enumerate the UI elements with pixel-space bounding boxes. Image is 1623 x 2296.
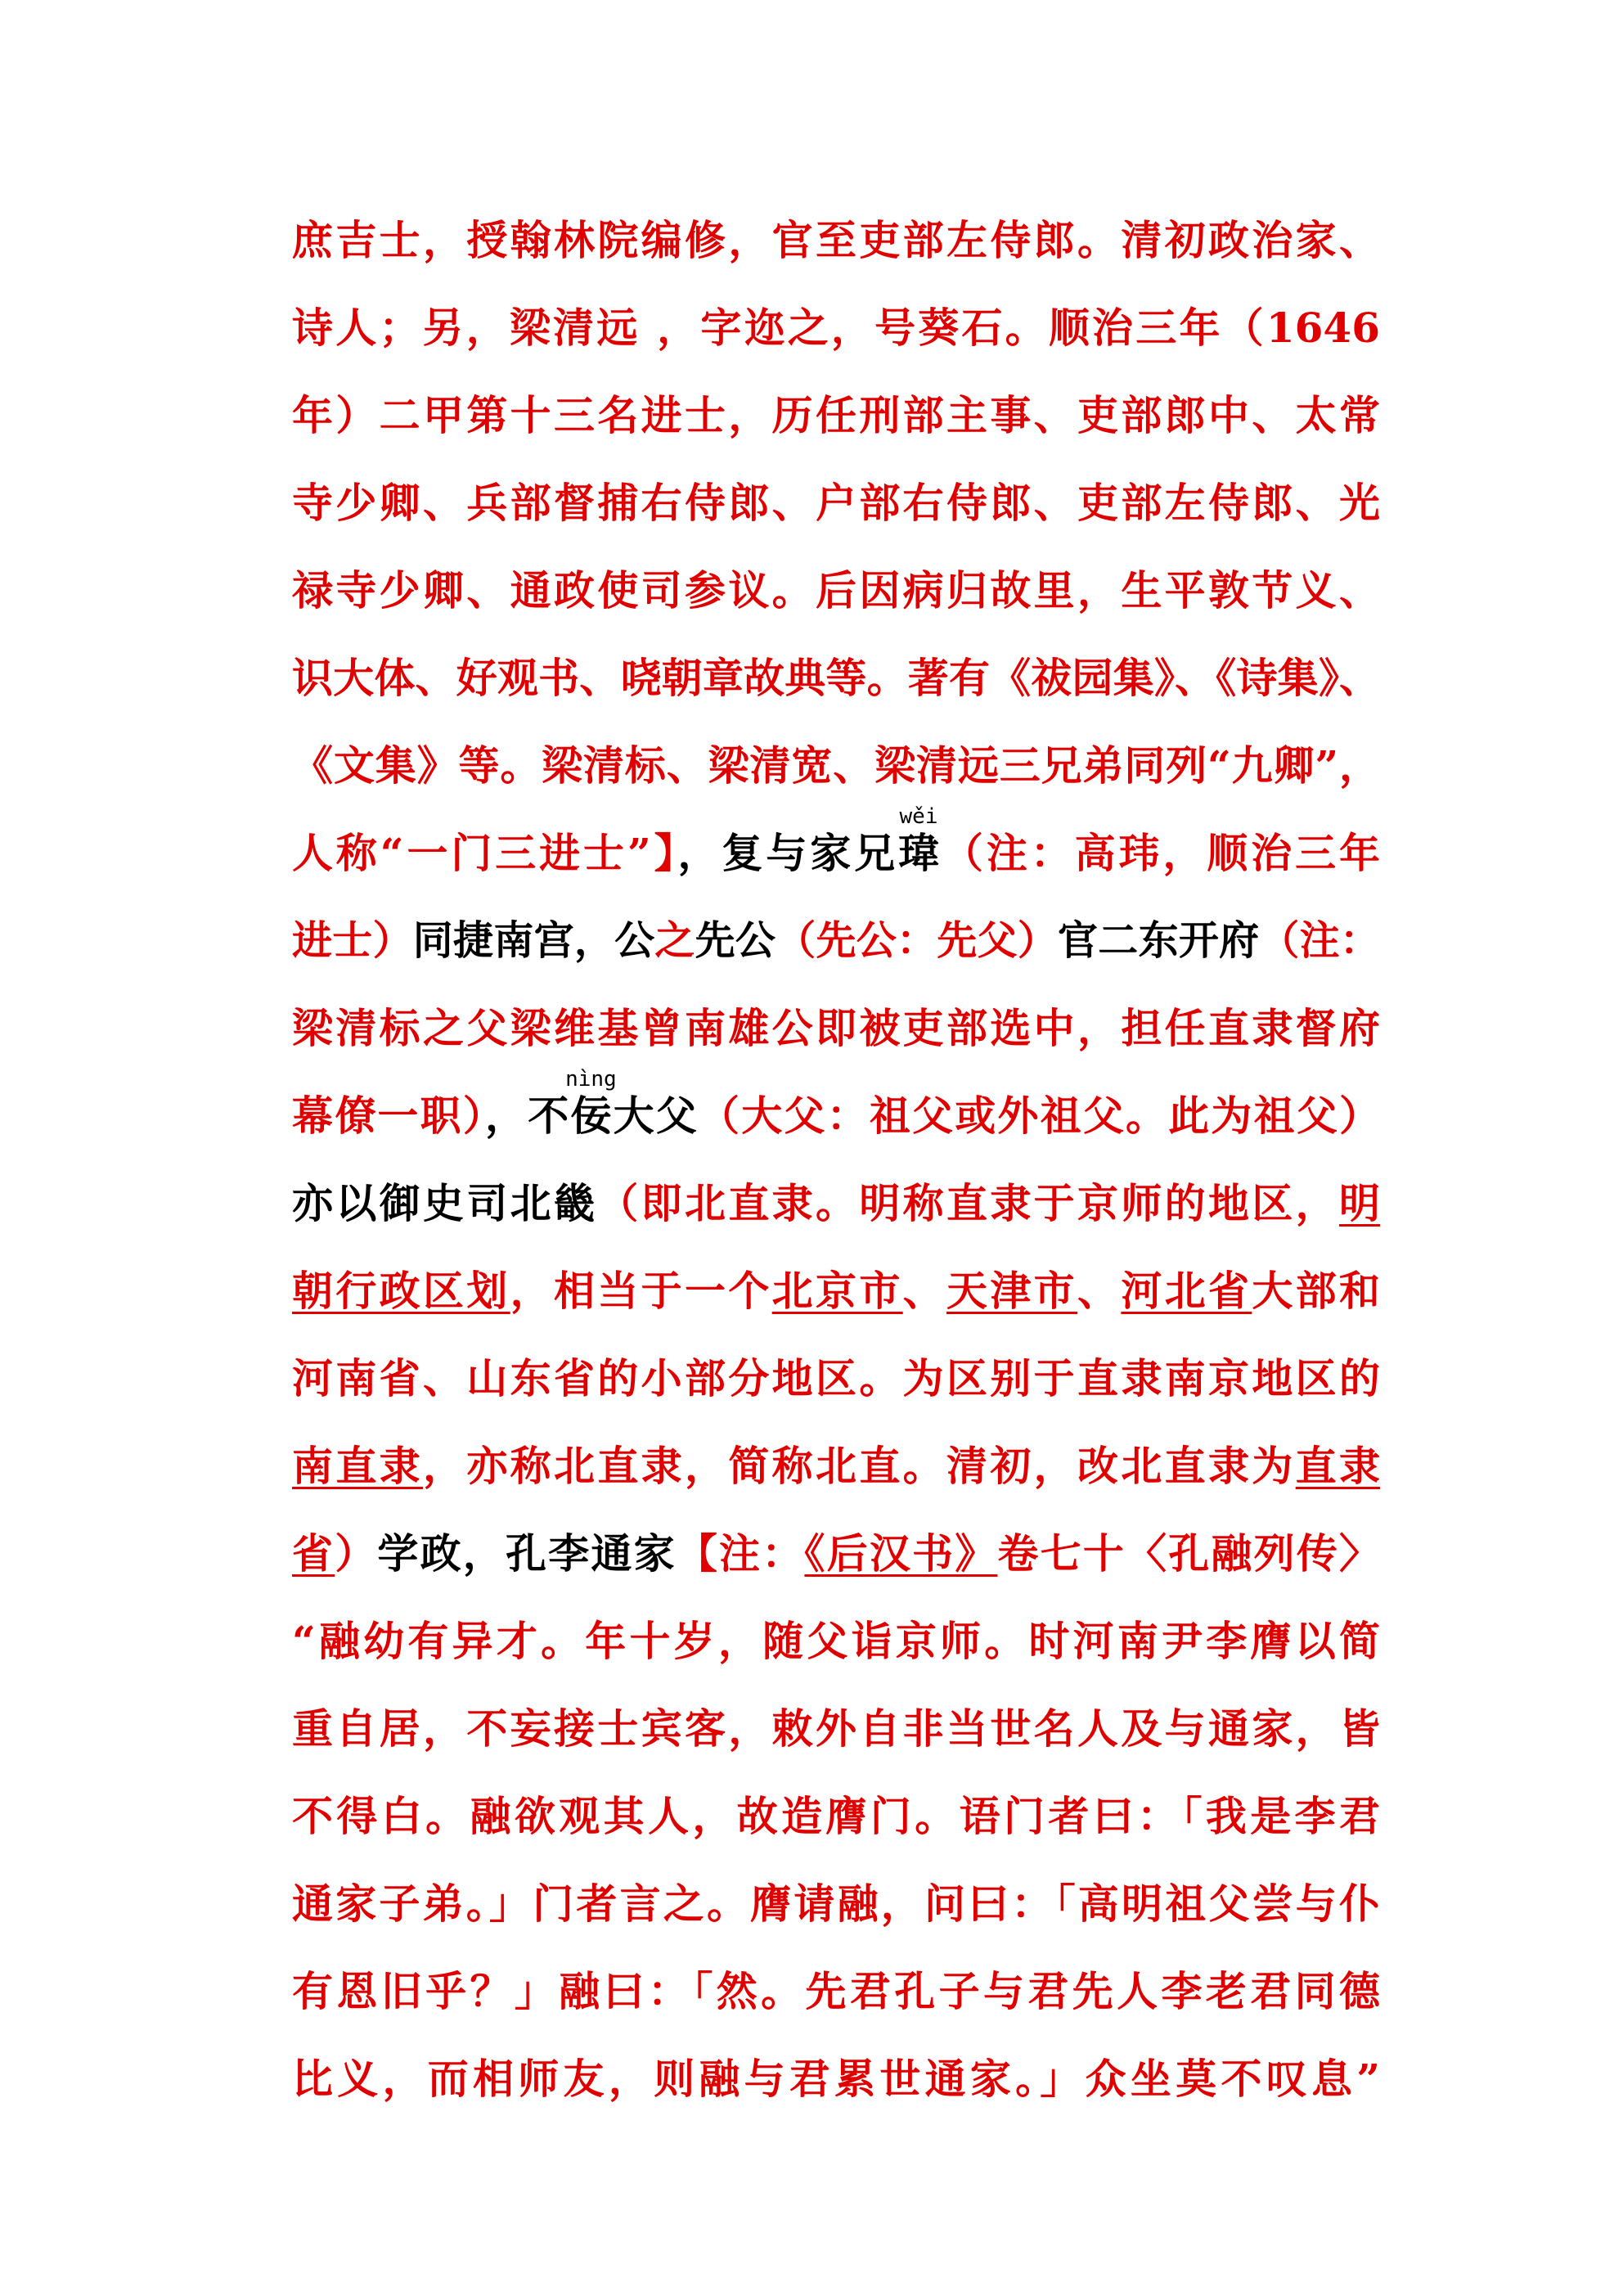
text-line [292, 1860, 1380, 1947]
text-run: 有恩旧乎？」融曰：「然。先君孔子与君先人李老君同德 [292, 1967, 1380, 2015]
link-text: 明 [1339, 1179, 1381, 1227]
text-run: 【注： [676, 1529, 805, 1578]
text-run: 官二东开府 [1058, 916, 1260, 964]
text-line [292, 1422, 1380, 1510]
link-text: 南直隶 [292, 1442, 423, 1490]
text-run: 瑋 [898, 829, 940, 877]
text-run: 卷七十〈孔融列传〉 [997, 1529, 1381, 1578]
link-text: 河北省 [1121, 1267, 1252, 1315]
link-text: 直隶 [1295, 1442, 1381, 1490]
text-run: 、 [902, 1267, 947, 1315]
text-run: 同捷南宫，公 [412, 916, 655, 964]
text-run: 河南省、山东省的小部分地区。为区别于直隶南京地区的 [292, 1354, 1380, 1402]
text-run: 禄寺少卿、通政使司参议。后因病归故里，生平敦节义、 [292, 566, 1380, 615]
text-line [292, 1067, 1381, 1159]
text-run: （注： [1259, 916, 1380, 964]
text-run: ，相当于一个 [510, 1267, 772, 1315]
text-run: （先公：先父） [776, 916, 1059, 964]
text-run: 学政，孔李通家 [377, 1529, 677, 1578]
text-line [292, 1247, 1380, 1335]
text-line [292, 1510, 1380, 1597]
text-line [292, 1335, 1380, 1422]
annotated-char [898, 804, 940, 897]
text-run: 、 [1077, 1267, 1122, 1315]
text-run: 年）二甲第十三名进士，历任刑部主事、吏部郎中、太常 [292, 391, 1380, 439]
text-run: 庶吉士，授翰林院编修，官至吏部左侍郎。清初政治家、 [292, 216, 1380, 264]
text-run: 《文集》等。梁清标、梁清宽、梁清远三兄弟同列“九卿”， [292, 741, 1380, 790]
body-text [292, 196, 1380, 2123]
text-run: 先公 [695, 916, 776, 964]
text-line [292, 984, 1380, 1072]
link-text: 朝行政区划 [292, 1267, 510, 1315]
text-run: “融幼有异才。年十岁，随父诣京师。时河南尹李膺以简 [292, 1617, 1380, 1665]
text-run: 进士） [292, 916, 413, 964]
pinyin-annotation: nìng [565, 1067, 617, 1092]
text-run: （注：高玮，顺治三年 [939, 829, 1381, 877]
text-line [292, 1685, 1380, 1772]
text-run: 亦以御史司北畿 [292, 1179, 598, 1227]
text-line [292, 1772, 1380, 1860]
text-line [292, 284, 1380, 371]
text-run: 之 [654, 916, 695, 964]
text-run: ，亦称北直隶，简称北直。清初，改北直隶为 [423, 1442, 1296, 1490]
text-line [292, 722, 1380, 809]
text-line [292, 547, 1380, 634]
text-run: 诗人；另，梁清远 ，字迩之，号葵石。顺治三年（1646 [292, 304, 1380, 352]
text-run: 寺少卿、兵部督捕右侍郎、户部右侍郎、吏部左侍郎、光 [292, 479, 1380, 527]
text-run: 不得白。融欲观其人，故造膺门。语门者曰：「我是李君 [292, 1792, 1380, 1840]
text-line [292, 196, 1380, 284]
link-text: 北京市 [771, 1267, 903, 1315]
text-line [292, 1597, 1380, 1685]
link-text: 天津市 [946, 1267, 1078, 1315]
link-text: 省 [292, 1529, 335, 1578]
text-run: 佞 [570, 1092, 612, 1140]
text-run: 比义，而相师友，则融与君累世通家。」众坐莫不叹息” [292, 2055, 1380, 2103]
text-line [292, 371, 1380, 459]
text-run: ） [335, 1529, 378, 1578]
text-line [292, 1159, 1380, 1247]
text-run: 人称“一门三进士”】 [292, 829, 678, 877]
annotated-char [565, 1067, 617, 1159]
text-run: ，不 [485, 1092, 571, 1140]
link-text: 《后汉书》 [804, 1529, 998, 1578]
text-run: （大父：祖父或外祖父。此为祖父） [699, 1092, 1381, 1140]
text-run: ，复与家兄 [677, 829, 899, 877]
text-run: 识大体、好观书、哓朝章故典等。著有《祓园集》、《诗集》、 [292, 654, 1380, 702]
text-run: 大部和 [1252, 1267, 1381, 1315]
text-line [292, 459, 1380, 547]
pinyin-annotation: wěi [899, 804, 938, 829]
text-line [292, 1947, 1380, 2035]
text-run: 通家子弟。」门者言之。膺请融，问曰：「高明祖父尝与仆 [292, 1880, 1380, 1928]
text-line [292, 2035, 1380, 2123]
text-run: 梁清标之父梁维基曾南雄公即被吏部选中，担任直隶督府 [292, 1004, 1380, 1052]
text-run: （即北直隶。明称直隶于京师的地区， [597, 1179, 1340, 1227]
text-run: 幕僚一职） [292, 1092, 485, 1140]
text-line [292, 634, 1380, 722]
text-run: 大父 [611, 1092, 699, 1140]
text-run: 重自居，不妄接士宾客，敕外自非当世名人及与通家，皆 [292, 1704, 1380, 1753]
text-line [292, 897, 1380, 984]
text-line [292, 804, 1381, 897]
